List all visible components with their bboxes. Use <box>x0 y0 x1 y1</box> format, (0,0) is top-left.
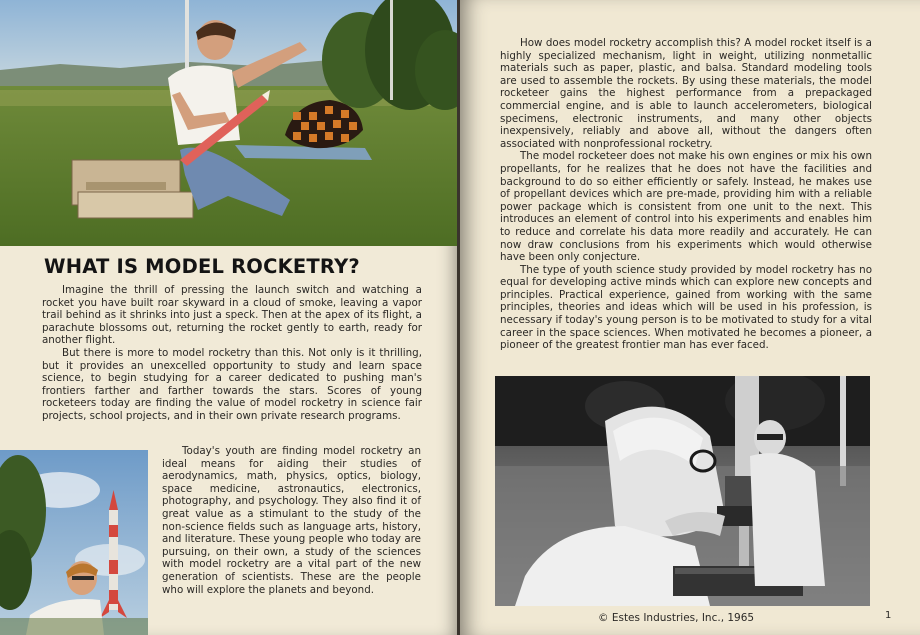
youth-studies-text <box>162 445 421 596</box>
photo-boy-with-red-rocket <box>0 450 148 635</box>
page-number: 1 <box>885 610 892 621</box>
paragraph: The type of youth science study provided by model rocketry has no equal for developing active minds which can explore new concepts and principles. Practical experience, gained from working with the same principles, theories and ideas which will be used in his profession, is necessary if today's young person is to be motivated to study for a vital career in the space sciences. When motivated he becomes a pioneer, a pioneer of the greatest frontier man has ever faced. <box>500 263 872 352</box>
intro-text-block <box>42 284 422 423</box>
page-heading: WHAT IS MODEL ROCKETRY? <box>44 255 360 278</box>
photo-students-with-microscope <box>495 376 870 606</box>
paragraph: The model rocketeer does not make his own engines or mix his own propellants, for he realizes that he does not have the facilities and background to do so either efficiently or safely. Instead, he makes use of propellant devices which are pre-made, providing him with a reliable power package which is consistent from one unit to the next. This introduces an element of control into his experiments and enables him to reduce and correlate his data more readily and accurately. He can now draw conclusions from his experiments which would otherwise have been only conjecture. <box>500 150 872 264</box>
paragraph: But there is more to model rocketry than this. Not only is it thrilling, but it provides an unexcelled opportunity to study and learn space science, to begin studying for a career dedicated to pushing man's frontiers farther and farther towards the stars. Scores of young rocketeers today are finding the value of model rocketry in science fair projects, school projects, and in their own private research programs. <box>42 346 422 422</box>
paragraph: How does model rocketry accomplish this? A model rocket itself is a highly specialized mechanism, light in weight, utilizing nonmetallic materials such as paper, plastic, and balsa. Standard modeling tools are used to assemble the rockets. By using these materials, the model rocketeer gains the highest performance from a prepackaged commercial engine, and is able to launch accelerometers, biological specimens, electronic instruments, and many other objects inexpensively, reliably and above all, without the dangers often associated with nonprofessional rocketry. <box>500 37 872 150</box>
photo-boy-with-rocket-and-parachute <box>0 0 460 246</box>
right-page <box>460 0 920 635</box>
paragraph: Today's youth are finding model rocketry an ideal means for aiding their studies of aerodynamics, math, physics, optics, biology, space medicine, astronautics, electronics, photography, and psychology. They also find it of great value as a stimulant to the study of the non-science fields such as language arts, history, and literature. These young people who today are pursuing, on their own, a study of the sciences with model rocketry are a vital part of the new generation of scientists. These are the people who will explore the planets and beyond. <box>162 445 421 596</box>
paragraph: Imagine the thrill of pressing the launch switch and watching a rocket you have built roar skyward in a cloud of smoke, leaving a vapor trail behind as it shrinks into just a speck. Then at the apex of its flight, a parachute blossoms out, returning the rocket gently to earth, ready for another flight. <box>42 284 422 347</box>
right-text-block <box>500 37 872 352</box>
copyright-notice: © Estes Industries, Inc., 1965 <box>598 612 755 624</box>
